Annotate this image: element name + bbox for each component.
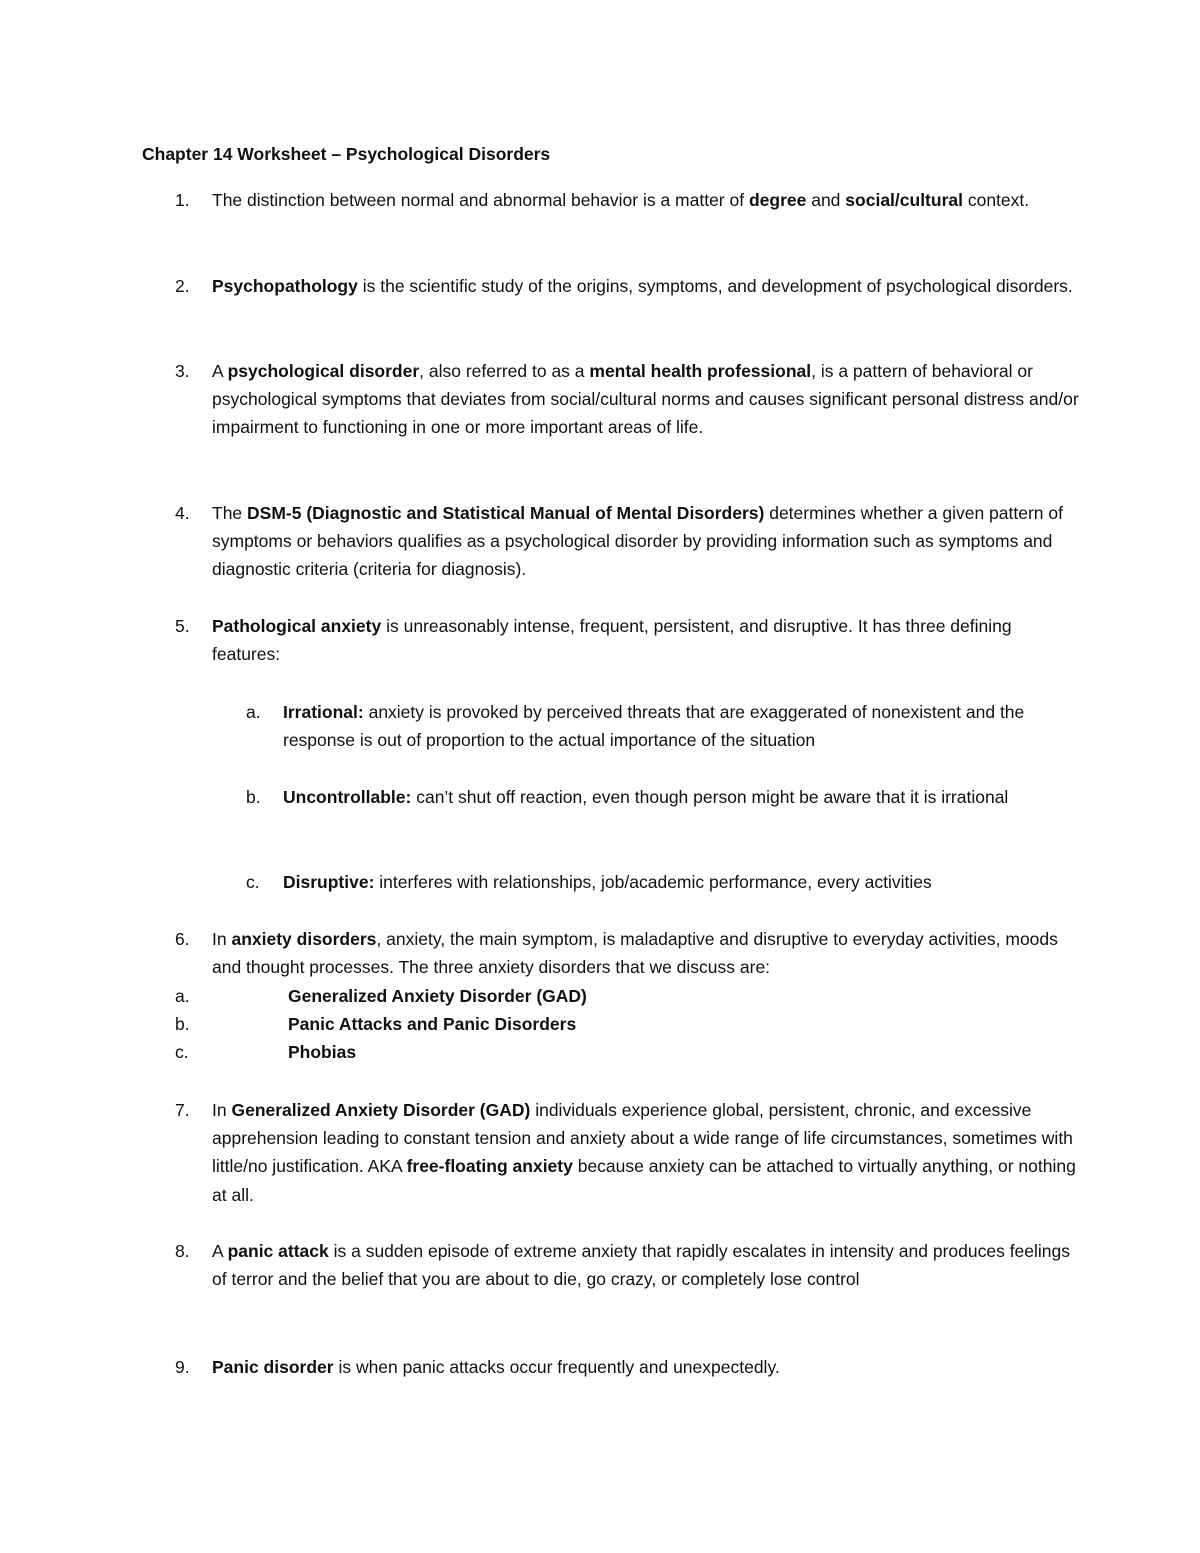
text-run: interferes with relationships, job/academic performance, every activities [374, 872, 932, 892]
text-run: individuals experience global, persistent, chronic, and excessive apprehension leading to constant tension and anxiety about a wide range of life circumstances, sometimes with little/no justification. AKA [212, 1100, 1073, 1177]
bold-term: psychological disorder [227, 361, 420, 381]
bold-term: Generalized Anxiety Disorder (GAD) [288, 986, 587, 1006]
item-text [212, 1353, 1082, 1381]
sub-item-text [283, 698, 1083, 754]
sub-item-5a [246, 698, 1083, 754]
sub-item-letter: a. [175, 986, 190, 1006]
text-run: and [806, 190, 846, 210]
item-text [212, 357, 1082, 442]
item-text [212, 612, 1082, 668]
bold-term: free-floating anxiety [406, 1156, 573, 1177]
item-text [212, 186, 1082, 214]
list-item-8 [175, 1237, 1082, 1293]
sub-item-6b [175, 1010, 1082, 1038]
bold-term: social/cultural [845, 190, 963, 210]
text-run: is the scientific study of the origins, symptoms, and development of psychological disorders. [357, 276, 1073, 296]
item-number: 4. [175, 503, 190, 523]
sub-item-letter: a. [246, 702, 261, 722]
bold-term: panic attack [227, 1241, 329, 1261]
list-item-6 [175, 925, 1082, 981]
text-run: determines whether a given pattern of symptoms or behaviors qualifies as a psychological disorder by providing information such as symptoms and diagnostic criteria (criteria for diagnosis). [212, 503, 1063, 580]
text-run: can’t shut off reaction, even though person might be aware that it is irrational [411, 787, 1009, 807]
sub-item-letter: b. [175, 1014, 190, 1034]
list-item-4 [175, 499, 1082, 584]
list-item-9 [175, 1353, 1082, 1381]
sub-item-letter: c. [246, 872, 260, 892]
text-run: In [212, 1100, 232, 1120]
item-number: 8. [175, 1241, 190, 1261]
text-run: , also referred to as a [419, 361, 590, 381]
text-run: is unreasonably intense, frequent, persistent, and disruptive. It has three defining features: [212, 616, 1012, 665]
bold-term: Pathological anxiety [212, 616, 382, 636]
item-text [212, 1096, 1082, 1209]
bold-term: Generalized Anxiety Disorder (GAD) [231, 1100, 531, 1120]
text-run: , anxiety, the main symptom, is maladaptive and disruptive to everyday activities, moods and thought processes. The three anxiety disorders that we discuss are: [212, 929, 1058, 978]
text-run: The [212, 503, 248, 523]
bold-term: mental health professional [589, 361, 812, 381]
sub-item-text [212, 1038, 1082, 1066]
item-text [212, 925, 1082, 981]
text-run: The distinction between normal and abnormal behavior is a matter of [212, 190, 749, 210]
text-run: A [212, 1241, 228, 1261]
sub-item-text [283, 868, 1083, 896]
text-run: context. [962, 190, 1030, 210]
sub-item-6a [175, 982, 1082, 1010]
text-run: anxiety is provoked by perceived threats that are exaggerated of nonexistent and the response is out of proportion to the actual importance of the situation [283, 702, 1025, 751]
bold-term: Psychopathology [212, 276, 358, 296]
text-run: A [212, 361, 228, 381]
item-number: 1. [175, 190, 190, 210]
item-text [212, 1237, 1082, 1293]
item-text [212, 272, 1082, 300]
item-number: 3. [175, 361, 190, 381]
item-text [212, 499, 1082, 584]
text-run: In [212, 929, 232, 949]
bold-term: DSM-5 (Diagnostic and Statistical Manual of Mental Disorders) [247, 503, 765, 523]
bold-term: Panic disorder [212, 1357, 334, 1377]
sub-item-5b [246, 783, 1083, 811]
item-number: 5. [175, 616, 190, 636]
bold-term: Disruptive: [283, 872, 375, 892]
text-run: is a sudden episode of extreme anxiety that rapidly escalates in intensity and produces feelings of terror and the belief that you are about to die, go crazy, or completely lose control [212, 1241, 1071, 1290]
bold-term: Phobias [288, 1042, 357, 1062]
sub-item-5c [246, 868, 1083, 896]
text-run: is when panic attacks occur frequently and unexpectedly. [333, 1357, 780, 1377]
list-item-2 [175, 272, 1082, 300]
item-number: 2. [175, 276, 190, 296]
sub-item-text [212, 1010, 1082, 1038]
item-number: 9. [175, 1357, 190, 1377]
text-run: , is a pattern of behavioral or psychological symptoms that deviates from social/cultural norms and causes significant personal distress and/or impairment to functioning in one or more important areas of life. [212, 361, 1079, 438]
list-item-7 [175, 1096, 1082, 1209]
bold-term: Panic Attacks and Panic Disorders [288, 1014, 577, 1034]
bold-term: Uncontrollable: [283, 787, 412, 807]
bold-term: Irrational: [283, 702, 364, 722]
page-title: Chapter 14 Worksheet – Psychological Disorders [142, 144, 551, 164]
list-item-3 [175, 357, 1082, 442]
sub-item-letter: c. [175, 1042, 189, 1062]
list-item-1 [175, 186, 1082, 214]
text-run: because anxiety can be attached to virtually anything, or nothing at all. [212, 1156, 1076, 1205]
sub-item-text [212, 982, 1082, 1010]
list-item-5 [175, 612, 1082, 668]
sub-item-letter: b. [246, 787, 261, 807]
item-number: 6. [175, 929, 190, 949]
bold-term: anxiety disorders [231, 929, 377, 949]
item-number: 7. [175, 1100, 190, 1120]
sub-item-6c [175, 1038, 1082, 1066]
bold-term: degree [748, 190, 807, 210]
sub-item-text [283, 783, 1083, 811]
